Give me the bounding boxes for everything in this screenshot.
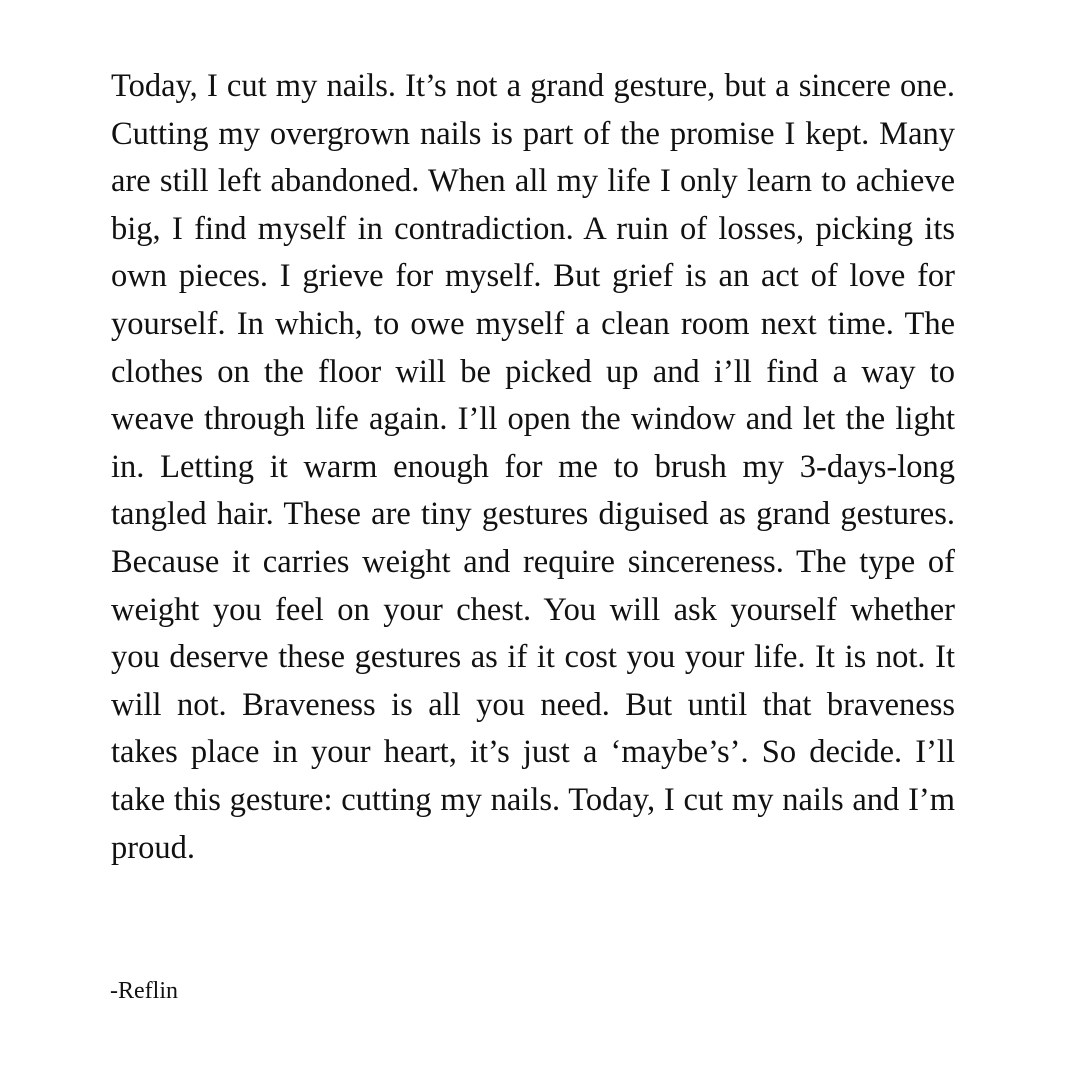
poem-body: Today, I cut my nails. It’s not a grand gesture, but a sincere one. Cutting my overgrown nails is part of the promise I kept. Many are still left abandoned. When all my life I only learn to achieve big, I find myself in contradiction. A ruin of losses, picking its own pieces. I grieve for myself. But grief is an act of love for yourself. In which, to owe myself a clean room next time. The clothes on the floor will be picked up and i’ll find a way to weave through life again. I’ll open the window and let the light in. Letting it warm enough for me to brush my 3-days-long tangled hair. These are tiny gestures diguised as grand gestures. Because it carries weight and require sincereness. The type of weight you feel on your chest. You will ask yourself whether you deserve these gestures as if it cost you your life. It is not. It will not. Braveness is all you need. But until that braveness takes place in your heart, it’s just a ‘maybe’s’. So decide. I’ll take this gesture: cutting my nails. Today, I cut my nails and I’m proud. [111,68,955,866]
author-signature: -Reflin [110,978,178,1004]
